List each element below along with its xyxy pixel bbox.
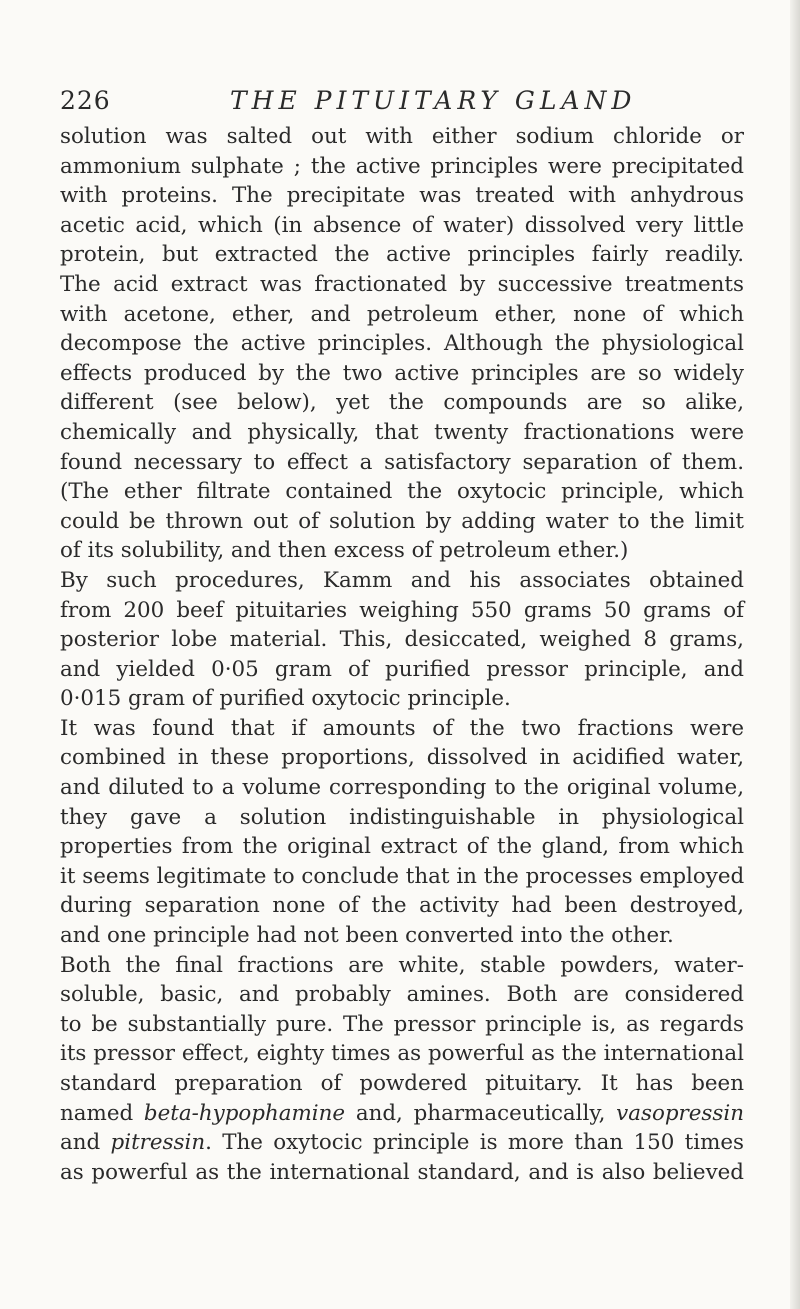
text-line: properties from the original extract of the gland, from which	[60, 834, 744, 860]
text-line: as powerful as the international standard, and is also believed	[60, 1159, 744, 1185]
text-line: effects produced by the two active principles are so widely	[60, 360, 744, 386]
paragraph-start: Both the final fractions are white, stable powders, water-	[60, 952, 744, 978]
text-line: with proteins. The precipitate was treated with anhydrous	[60, 183, 744, 209]
text-line: chemically and physically, that twenty fractionations were	[60, 419, 744, 445]
page-header	[60, 86, 740, 126]
text-line: its pressor effect, eighty times as powerful as the international	[60, 1041, 744, 1067]
paragraph-start: By such procedures, Kamm and his associates obtained	[60, 567, 744, 593]
text-line: (The ether filtrate contained the oxytocic principle, which	[60, 479, 744, 505]
text-line: could be thrown out of solution by adding water to the limit	[60, 508, 744, 534]
italic-term: pitressin	[110, 1130, 206, 1156]
text-line: from 200 beef pituitaries weighing 550 grams 50 grams of	[60, 597, 744, 623]
text-run: . The oxytocic principle is more than 150 times	[205, 1130, 744, 1156]
text-line: during separation none of the activity had been destroyed,	[60, 893, 744, 919]
text-line-with-italics	[60, 1099, 744, 1129]
text-line: decompose the active principles. Although the physiological	[60, 331, 744, 357]
text-line: with acetone, ether, and petroleum ether, none of which	[60, 301, 744, 327]
text-line: and yielded 0·05 gram of purified pressor principle, and	[60, 656, 744, 682]
text-line: and one principle had not been converted into the other.	[60, 923, 674, 949]
text-line: soluble, basic, and probably amines. Both are considered	[60, 982, 744, 1008]
text-line-with-italics	[60, 1128, 744, 1158]
text-line: of its solubility, and then excess of petroleum ether.)	[60, 538, 629, 564]
text-line: it seems legitimate to conclude that in the processes employed	[60, 863, 745, 889]
text-line: protein, but extracted the active principles fairly readily.	[60, 242, 744, 268]
text-run: and, pharmaceutically,	[345, 1100, 617, 1126]
text-line: found necessary to effect a satisfactory separation of them.	[60, 449, 744, 475]
text-run: named	[60, 1100, 144, 1126]
text-line: The acid extract was fractionated by successive treatments	[60, 271, 744, 297]
text-line: posterior lobe material. This, desiccated, weighed 8 grams,	[60, 627, 744, 653]
text-line: different (see below), yet the compounds are so alike,	[60, 390, 744, 416]
text-line: acetic acid, which (in absence of water) dissolved very little	[60, 212, 744, 238]
text-line: standard preparation of powdered pituitary. It has been	[60, 1071, 744, 1096]
running-title: THE PITUITARY GLAND	[230, 86, 637, 115]
page-edge-shadow	[790, 0, 800, 1309]
text-line: solution was salted out with either sodium chloride or	[60, 124, 744, 149]
text-line: 0·015 gram of purified oxytocic principle.	[60, 686, 511, 712]
text-line: ammonium sulphate ; the active principles were precipitated	[60, 153, 744, 179]
body-text	[60, 122, 744, 1187]
text-line: to be substantially pure. The pressor principle is, as regards	[60, 1011, 744, 1037]
italic-term: vasopressin	[616, 1100, 744, 1126]
italic-term: beta-hypophamine	[143, 1100, 346, 1126]
text-line: and diluted to a volume corresponding to the original volume,	[60, 775, 744, 801]
text-run: and	[60, 1130, 111, 1156]
text-line: combined in these proportions, dissolved in acidified water,	[60, 745, 744, 771]
page-number: 226	[60, 86, 111, 115]
text-line: they gave a solution indistinguishable in physiological	[60, 804, 744, 830]
paragraph-start: It was found that if amounts of the two fractions were	[60, 715, 744, 741]
